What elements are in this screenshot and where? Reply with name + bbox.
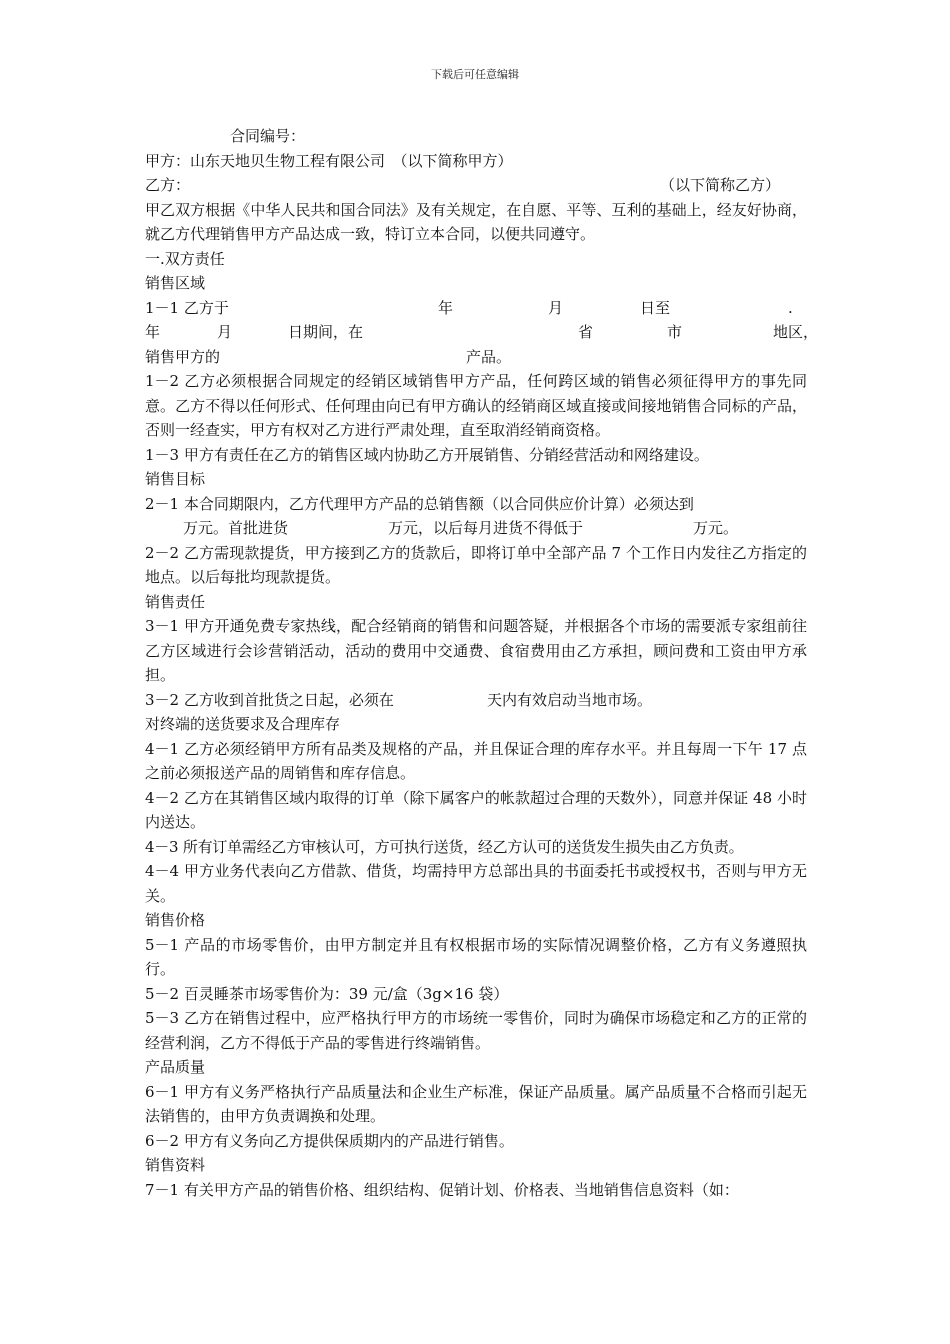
clause-1-3: 1－3 甲方有责任在乙方的销售区域内协助乙方开展销售、分销经营活动和网络建设。 [145, 445, 709, 464]
clause-3-2-end: 天内有效启动当地市场。 [487, 690, 653, 709]
blank-year-2: 年 [145, 323, 161, 341]
heading-quality: 产品质量 [145, 1058, 206, 1076]
party-a-line: 甲方：山东天地贝生物工程有限公司 （以下简称甲方） [145, 151, 513, 170]
clause-1-2: 1－2 乙方必须根据合同规定的经销区域销售甲方产品，任何跨区域的销售必须征得甲方的事先同意。乙方不得以任何形式、任何理由向已有甲方确认的经销商区域直接或间接地销售合同标的产品，否则一经查实，甲方有权对乙方进行严肃处理，直至取消经销商资格。 [145, 372, 807, 439]
clause-1-1-line-3 [145, 345, 807, 370]
heading-materials: 销售资料 [145, 1156, 206, 1174]
heading-delivery: 对终端的送货要求及合理库存 [145, 715, 341, 733]
blank-wan: 万元。 [693, 519, 739, 537]
clause-1-1-line-1 [145, 296, 807, 321]
clause-7-1: 7－1 有关甲方产品的销售价格、组织结构、促销计划、价格表、当地销售信息资料（如： [145, 1180, 739, 1199]
blank-day-to: 日至 [640, 298, 671, 317]
blank-period: 日期间，在 [288, 323, 364, 341]
section-heading-1: 一.双方责任 [145, 249, 225, 268]
clause-2-1: 2－1 本合同期限内，乙方代理甲方产品的总销售额（以合同供应价计算）必须达到 [145, 494, 694, 513]
clause-1-1-start: 1－1 乙方于 [145, 298, 229, 317]
clause-3-1: 3－1 甲方开通免费专家热线，配合经销商的销售和问题答疑，并根据各个市场的需要派专家组前往乙方区域进行会诊营销活动，活动的费用中交通费、食宿费用由乙方承担，顾问费和工资由甲方承担。 [145, 617, 807, 684]
blank-month-2: 月 [217, 323, 233, 341]
blank-province: 省 [578, 323, 594, 341]
clause-1-1-line-2 [145, 320, 819, 345]
clause-4-1: 4－1 乙方必须经销甲方所有品类及规格的产品，并且保证合理的库存水平。并且每周一下午 17 点之前必须报送产品的周销售和库存信息。 [145, 739, 807, 782]
clause-2-1-line-2 [145, 516, 807, 541]
party-b-suffix: （以下简称乙方） [660, 176, 781, 194]
contract-body [145, 124, 819, 1202]
heading-sales-target: 销售目标 [145, 470, 206, 488]
blank-dot: . [788, 298, 793, 317]
blank-product: 产品。 [466, 347, 512, 366]
clause-6-1: 6－1 甲方有义务严格执行产品质量法和企业生产标准，保证产品质量。属产品质量不合格而引起无法销售的，由甲方负责调换和处理。 [145, 1082, 807, 1125]
clause-4-3: 4－3 所有订单需经乙方审核认可，方可执行送货，经乙方认可的送货发生损失由乙方负责。 [145, 837, 744, 856]
blank-city: 市 [667, 323, 683, 341]
header-note: 下载后可任意编辑 [431, 68, 519, 81]
heading-sales-region: 销售区域 [145, 274, 206, 292]
party-b-line [145, 173, 807, 198]
clause-4-4: 4－4 甲方业务代表向乙方借款、借货，均需持甲方总部出具的书面委托书或授权书，否则与甲方无关。 [145, 862, 807, 905]
blank-month: 月 [548, 298, 564, 317]
clause-5-2: 5－2 百灵睡茶市场零售价为：39 元/盒（3g×16 袋） [145, 984, 509, 1003]
blank-year: 年 [438, 298, 454, 317]
heading-price: 销售价格 [145, 911, 206, 929]
blank-monthly: 万元，以后每月进货不得低于 [388, 519, 584, 537]
clause-3-2-start: 3－2 乙方收到首批货之日起，必须在 [145, 690, 394, 709]
intro-paragraph: 甲乙双方根据《中华人民共和国合同法》及有关规定，在自愿、平等、互利的基础上，经友好协商，就乙方代理销售甲方产品达成一致，特订立本合同，以便共同遵守。 [145, 200, 807, 243]
clause-5-3: 5－3 乙方在销售过程中，应严格执行甲方的市场统一零售价，同时为确保市场稳定和乙方的正常的经营利润，乙方不得低于产品的零售进行终端销售。 [145, 1009, 807, 1052]
blank-area: 地区， [773, 323, 819, 341]
clause-3-2 [145, 688, 807, 713]
clause-6-2: 6－2 甲方有义务向乙方提供保质期内的产品进行销售。 [145, 1131, 514, 1150]
clause-5-1: 5－1 产品的市场零售价，由甲方制定并且有权根据市场的实际情况调整价格，乙方有义务遵照执行。 [145, 935, 807, 978]
blank-first-batch: 万元。首批进货 [183, 519, 289, 537]
clause-2-2: 2－2 乙方需现款提货，甲方接到乙方的货款后，即将订单中全部产品 7 个工作日内发往乙方指定的地点。以后每批均现款提货。 [145, 543, 807, 586]
party-b-label: 乙方： [145, 176, 191, 194]
clause-4-2: 4－2 乙方在其销售区域内取得的订单（除下属客户的帐款超过合理的天数外），同意并保证 48 小时内送达。 [145, 788, 807, 831]
contract-number-label: 合同编号： [230, 127, 306, 145]
heading-sales-duty: 销售责任 [145, 592, 206, 611]
blank-sell: 销售甲方的 [145, 347, 221, 366]
